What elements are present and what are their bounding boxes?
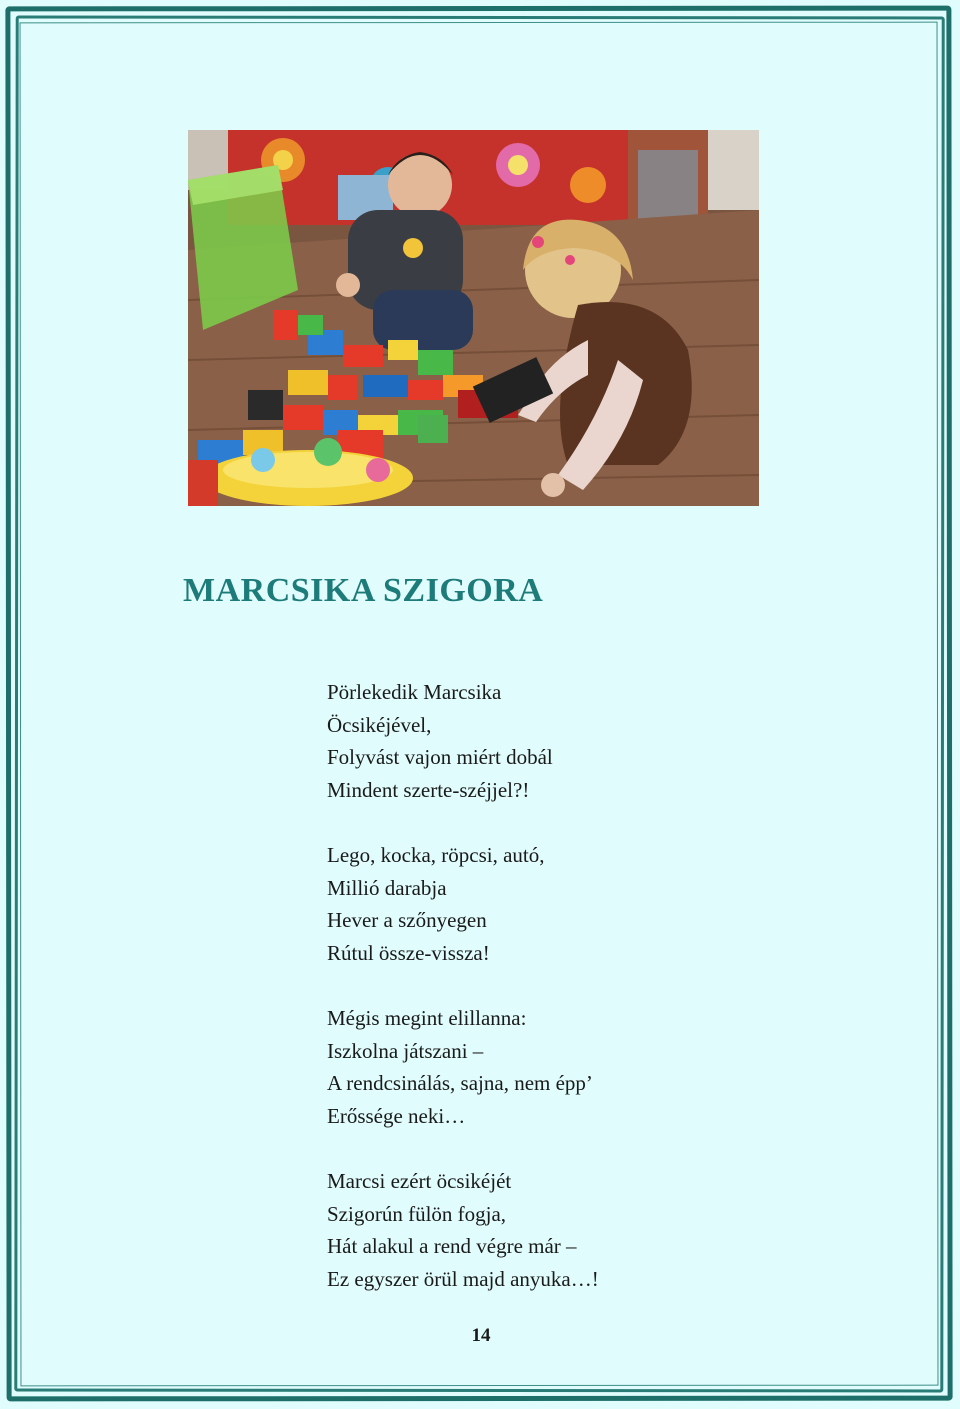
poem-line: Erőssége neki… [327, 1103, 466, 1128]
poem-line: A rendcsinálás, sajna, nem épp’ [327, 1071, 593, 1096]
stanza [327, 1165, 847, 1295]
page-number: 14 [471, 1325, 491, 1346]
poem-line: Iszkolna játszani – [327, 1038, 484, 1063]
poem-line: Szigorún fülön fogja, [327, 1201, 507, 1226]
poem-line: Pörlekedik Marcsika [327, 680, 502, 704]
photo-children-playing [188, 130, 759, 506]
stanza [327, 1002, 847, 1132]
poem-body [327, 676, 847, 1295]
poem-title: MARCSIKA SZIGORA [183, 572, 544, 609]
poem-line: Folyvást vajon miért dobál [327, 745, 553, 770]
poem-line: Lego, kocka, röpcsi, autó, [327, 842, 545, 867]
poem-line: Mindent szerte-széjjel?! [327, 777, 530, 802]
poem-line: Rútul össze-vissza! [327, 940, 490, 965]
poem-line: Hát alakul a rend végre már – [327, 1234, 577, 1259]
poem-line: Öcsikéjével, [327, 712, 432, 737]
poem-line: Millió darabja [327, 875, 447, 900]
poem-line: Mégis megint elillanna: [327, 1005, 527, 1030]
stanza [327, 839, 847, 969]
poem-line: Ez egyszer örül majd anyuka…! [327, 1266, 599, 1291]
poem-line: Hever a szőnyegen [327, 908, 487, 933]
poem-line: Marcsi ezért öcsikéjét [327, 1168, 512, 1193]
stanza [327, 676, 847, 806]
